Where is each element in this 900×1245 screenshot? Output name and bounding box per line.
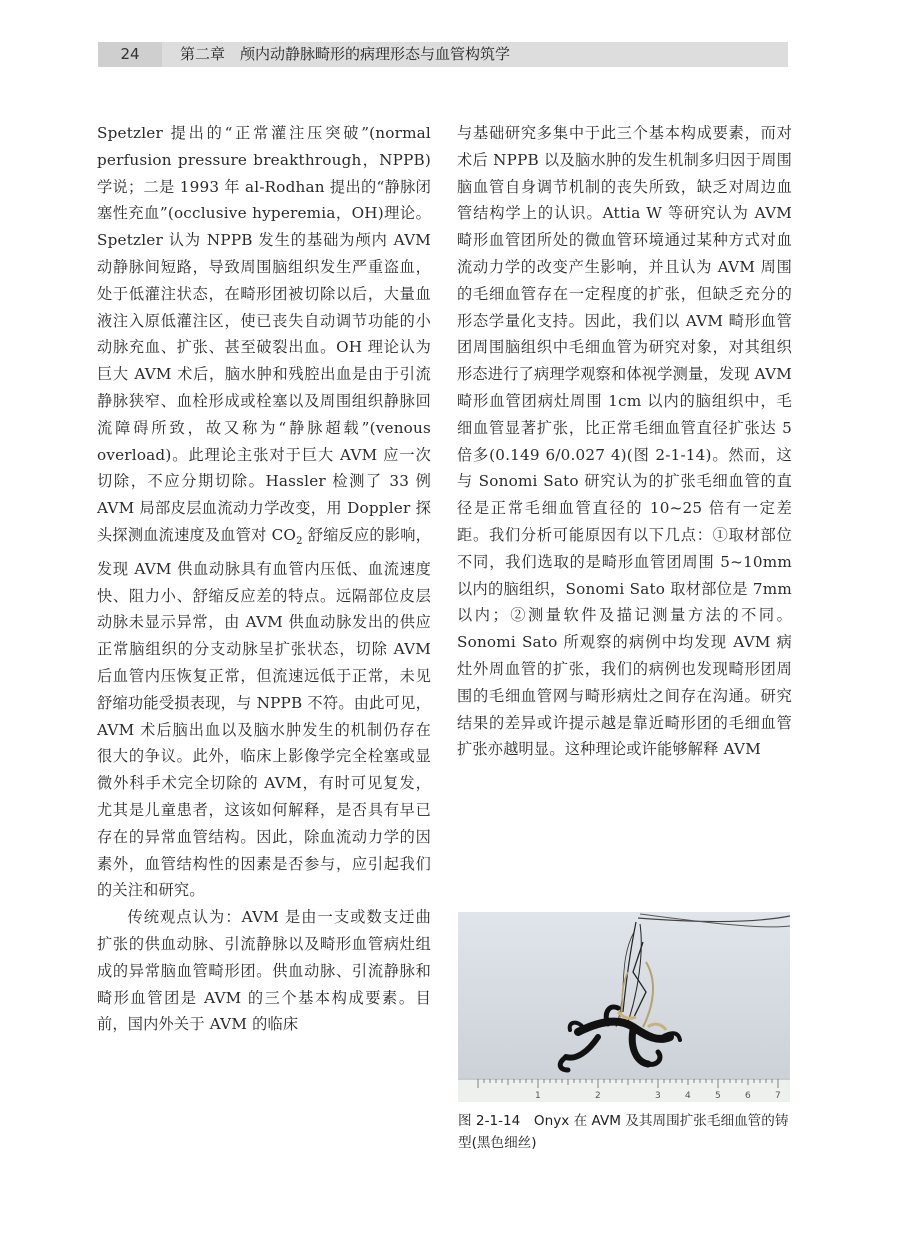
ruler-label-5: 5	[715, 1091, 721, 1101]
ruler-label-2: 2	[595, 1091, 601, 1101]
right-paragraph-1: 与基础研究多集中于此三个基本构成要素，而对术后 NPPB 以及脑水肿的发生机制多归因于周围脑血管自身调节机制的丧失所致，缺乏对周边血管结构学上的认识。Attia W 等研究认为 AVM 畸形血管团所处的微血管环境通过某种方式对血流动力学的改变产生影响，并且认为 AVM 周围的毛细血管存在一定程度的扩张，但缺乏充分的形态学量化支持。因此，我们以 AVM 畸形血管团周围脑组织中毛细血管为研究对象，对其组织形态进行了病理学观察和体视学测量，发现 AVM 畸形血管团病灶周围 1cm 以内的脑组织中，毛细血管显著扩张，比正常毛细血管直径扩张达 5 倍多(0.149 6/0.027 4)(图 2-1-14)。然而，这与 Sonomi Sato 研究认为的扩张毛细血管的直径是正常毛细血管直径的 10~25 倍有一定差距。我们分析可能原因有以下几点：①取材部位不同，我们选取的是畸形血管团周围 5~10mm 以内的脑组织，Sonomi Sato 取材部位是 7mm 以内；②测量软件及描记测量方法的不同。Sonomi Sato 所观察的病例中均发现 AVM 病灶外周血管的扩张，我们的病例也发现畸形团周围的毛细血管网与畸形病灶之间存在沟通。研究结果的差异或许提示越是靠近畸形团的毛细血管扩张亦越明显。这种理论或许能够解释 AVM	[457, 124, 792, 759]
left-paragraph-1-text: Spetzler 提出的“正常灌注压突破”(normal perfusion pressure breakthrough，NPPB)学说；二是 1993 年 al-Rodhan 提出的“静脉闭塞性充血”(occlusive hyperemia，OH)理论。Spetzler 认为 NPPB 发生的基础为颅内 AVM 动静脉间短路，导致周围脑组织发生严重盗血，处于低灌注状态，在畸形团被切除以后，大量血液注入原低灌注区，使已丧失自动调节功能的小动脉充血、扩张、甚至破裂出血。OH 理论认为巨大 AVM 术后，脑水肿和残腔出血是由于引流静脉狭窄、血栓形成或栓塞以及周围组织静脉回流障碍所致，故又称为“静脉超载”(venous overload)。此理论主张对于巨大 AVM 应一次切除，不应分期切除。Hassler 检测了 33 例 AVM 局部皮层血流动力学改变，用 Doppler 探头探测血流速度及血管对 CO	[97, 124, 431, 544]
left-paragraph-2: 传统观点认为：AVM 是由一支或数支迂曲扩张的供血动脉、引流静脉以及畸形血管病灶组成的异常脑血管畸形团。供血动脉、引流静脉和畸形血管团是 AVM 的三个基本构成要素。目前，国内外关于 AVM 的临床	[97, 908, 431, 1034]
ruler-label-3: 3	[655, 1091, 661, 1101]
figure-caption: 图 2-1-14 Onyx 在 AVM 及其周围扩张毛细血管的铸型(黑色细丝)	[458, 1113, 789, 1151]
left-paragraph-1	[97, 120, 431, 904]
left-column	[97, 120, 431, 1038]
figure-image	[458, 912, 790, 1102]
ruler-label-6: 6	[745, 1091, 751, 1101]
ruler-label-4: 4	[685, 1091, 691, 1101]
right-column	[457, 120, 792, 763]
page-number: 24	[98, 42, 162, 67]
ruler-label-1: 1	[535, 1091, 541, 1101]
onyx-cast-photo	[458, 912, 790, 1102]
ruler-label-7: 7	[775, 1091, 781, 1101]
left-paragraph-1-continued: 舒缩反应的影响，发现 AVM 供血动脉具有血管内压低、血流速度快、阻力小、舒缩反应差的特点。远隔部位皮层动脉未显示异常，由 AVM 供血动脉发出的供应正常脑组织的分支动脉呈扩张状态，切除 AVM 后血管内压恢复正常，但流速远低于正常，未见舒缩功能受损表现，与 NPPB 不符。由此可见，AVM 术后脑出血以及脑水肿发生的机制仍存在很大的争议。此外，临床上影像学完全栓塞或显微外科手术完全切除的 AVM，有时可见复发，尤其是儿童患者，这该如何解释，是否具有早已存在的异常血管结构。因此，除血流动力学的因素外，血管结构性的因素是否参与，应引起我们的关注和研究。	[97, 525, 431, 900]
co2-subscript: 2	[296, 535, 303, 547]
chapter-title: 第二章 颅内动静脉畸形的病理形态与血管构筑学	[180, 45, 511, 63]
